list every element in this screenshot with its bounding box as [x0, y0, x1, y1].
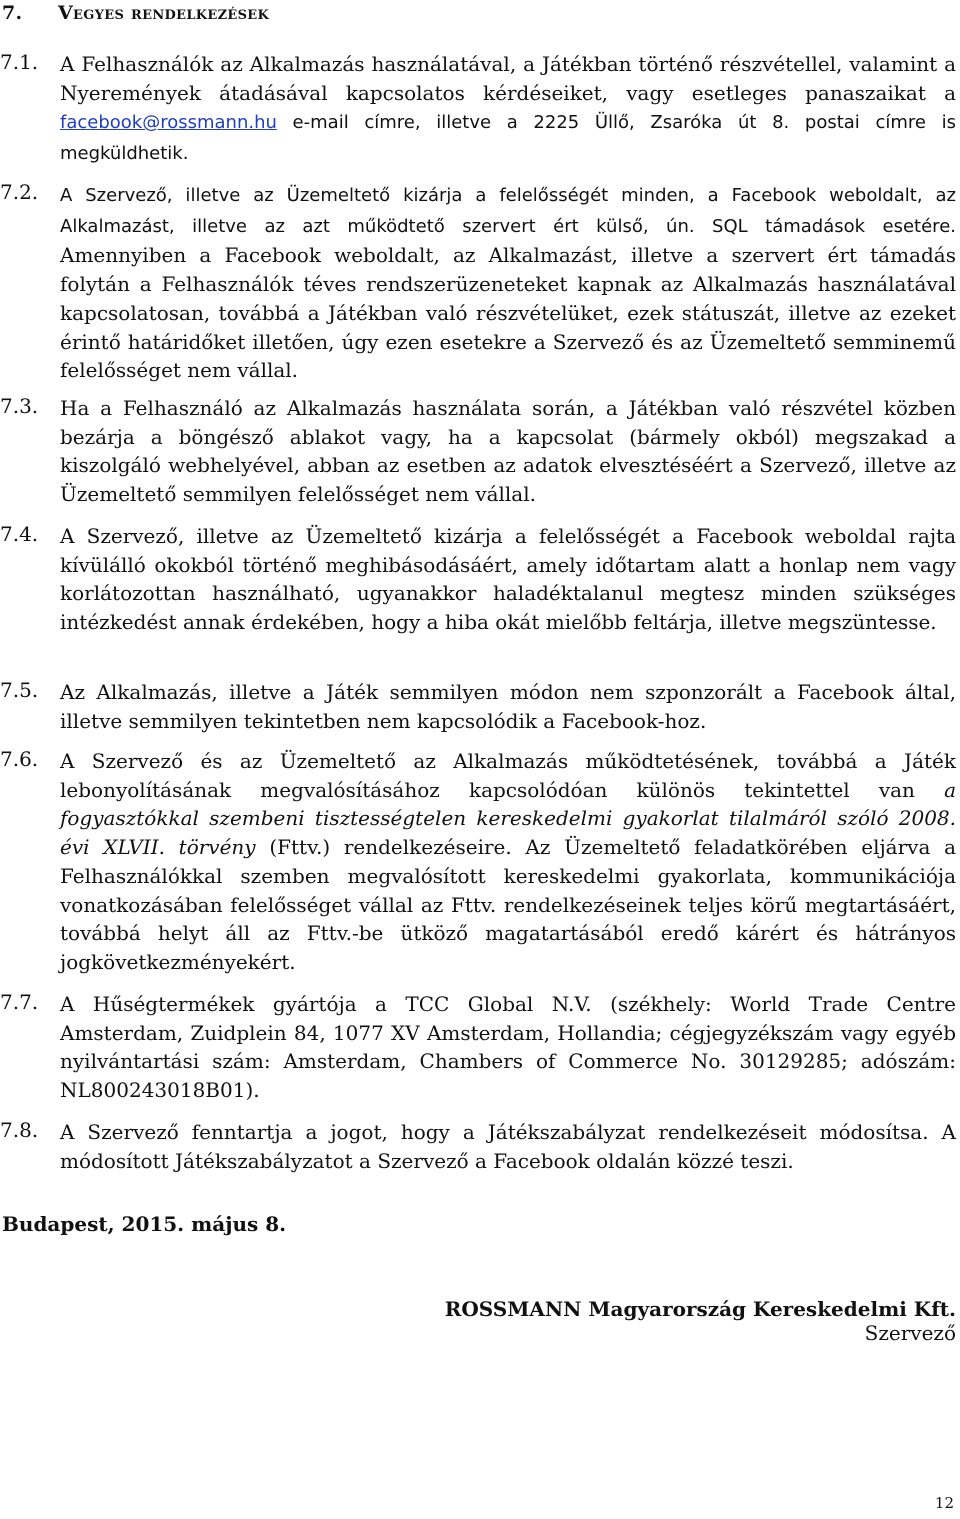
- section-number: 7.2.: [0, 180, 39, 204]
- section-7-5: [0, 678, 956, 735]
- section-7-2: [0, 180, 956, 385]
- section-text-part: e-mail címre, illetve a 2225 Üllő, Zsaróka út 8. postai címre is megküldhetik.: [60, 112, 956, 165]
- section-text: Ha a Felhasználó az Alkalmazás használata során, a Játékban való részvétel közben bezárja a böngésző ablakot vagy, ha a kapcsolat (bármely okból) megszakad a kiszolgáló webhelyével, abban az esetben az adatok elvesztéséért a Szervező, illetve az Üzemeltető semmilyen felelősséget nem vállal.: [60, 396, 956, 507]
- law-title: a fogyasztókkal szembeni tisztességtelen kereskedelmi gyakorlat tilalmáról szóló 2008. évi XLVII. törvény: [60, 777, 956, 860]
- section-text: [60, 180, 956, 385]
- section-text: A Hűségtermékek gyártója a TCC Global N.V. (székhely: World Trade Centre Amsterdam, Zuidplein 84, 1077 XV Amsterdam, Hollandia; cégjegyzékszám vagy egyéb nyilvántartási szám: Amsterdam, Chambers of Commerce No. 30129285; adószám: NL800243018B01).: [60, 992, 956, 1103]
- section-7-4: [0, 522, 956, 637]
- page-number: 12: [934, 1494, 954, 1512]
- section-text-part: A Szervező, illetve az Üzemeltető kizárja a felelősségét minden, a Facebook weboldalt, az Alkalmazást, illetve az azt működtető szervert ért külső, ún. SQL támadások esetére.: [60, 185, 956, 237]
- heading-number: 7.: [2, 2, 23, 24]
- section-text: Az Alkalmazás, illetve a Játék semmilyen módon nem szponzorált a Facebook által, illetve semmilyen tekintetben nem kapcsolódik a Facebook-hoz.: [60, 680, 956, 733]
- heading-title: Vegyes rendelkezések: [58, 2, 270, 24]
- section-number: 7.5.: [0, 678, 39, 702]
- section-text-part: A Felhasználók az Alkalmazás használatával, a Játékban történő részvétellel, valamint a Nyeremények átadásával kapcsolatos kérdéseiket, vagy esetleges panaszaikat a: [60, 52, 956, 105]
- section-text: [60, 747, 956, 977]
- section-number: 7.4.: [0, 522, 39, 546]
- section-number: 7.7.: [0, 990, 39, 1014]
- section-number: 7.1.: [0, 50, 39, 74]
- section-7-8: [0, 1118, 956, 1175]
- section-number: 7.8.: [0, 1118, 39, 1142]
- section-heading: [2, 2, 269, 24]
- section-number: 7.6.: [0, 747, 39, 771]
- place-date: Budapest, 2015. május 8.: [2, 1212, 287, 1236]
- email-link[interactable]: facebook@rossmann.hu: [60, 112, 277, 134]
- section-text-part: Amennyiben a Facebook weboldalt, az Alkalmazást, illetve a szervert ért támadás folytán a Felhasználók téves rendszerüzeneteket kapnak az Alkalmazás használatával kapcsolatosan, továbbá a Játékban való részvételüket, ezek státuszát, illetve az ezeket érintő határidőket illetően, úgy ezen esetekre a Szervező és az Üzemeltető semminemű felelősséget nem vállal.: [60, 243, 956, 383]
- section-text-part: A Szervező és az Üzemeltető az Alkalmazás működtetésének, továbbá a Játék lebonyolításának megvalósításához kapcsolódóan különös tekintettel van: [60, 749, 956, 802]
- section-text: [60, 50, 956, 169]
- section-7-1: [0, 50, 956, 169]
- section-text: A Szervező fenntartja a jogot, hogy a Játékszabályzat rendelkezéseit módosítsa. A módosított Játékszabályzatot a Szervező a Facebook oldalán közzé teszi.: [60, 1120, 956, 1173]
- section-7-7: [0, 990, 956, 1105]
- section-text: A Szervező, illetve az Üzemeltető kizárja a felelősségét a Facebook weboldal rajta kívülálló okokból történő meghibásodásáért, amely időtartam alatt a honlap nem vagy korlátozottan használható, ugyanakkor haladéktalanul megtesz minden szükséges intézkedést annak érdekében, hogy a hiba okát mielőbb feltárja, illetve megszüntesse.: [60, 524, 956, 635]
- signature-block: [445, 1297, 956, 1345]
- company-name: ROSSMANN Magyarország Kereskedelmi Kft.: [444, 1297, 956, 1321]
- signer-role: Szervező: [864, 1321, 956, 1345]
- section-text-part: (Fttv.) rendelkezéseire. Az Üzemeltető feladatkörében eljárva a Felhasználókkal szemben megvalósított kereskedelmi gyakorlata, kommunikációja vonatkozásában felelősséget vállal az Fttv. rendelkezéseinek teljes körű megtartásáért, továbbá helyt áll az Fttv.-be ütköző magatartásából eredő kárért és hátrányos jogkövetkezményekért.: [60, 835, 956, 974]
- section-number: 7.3.: [0, 394, 39, 418]
- section-7-3: [0, 394, 956, 509]
- section-7-6: [0, 747, 956, 977]
